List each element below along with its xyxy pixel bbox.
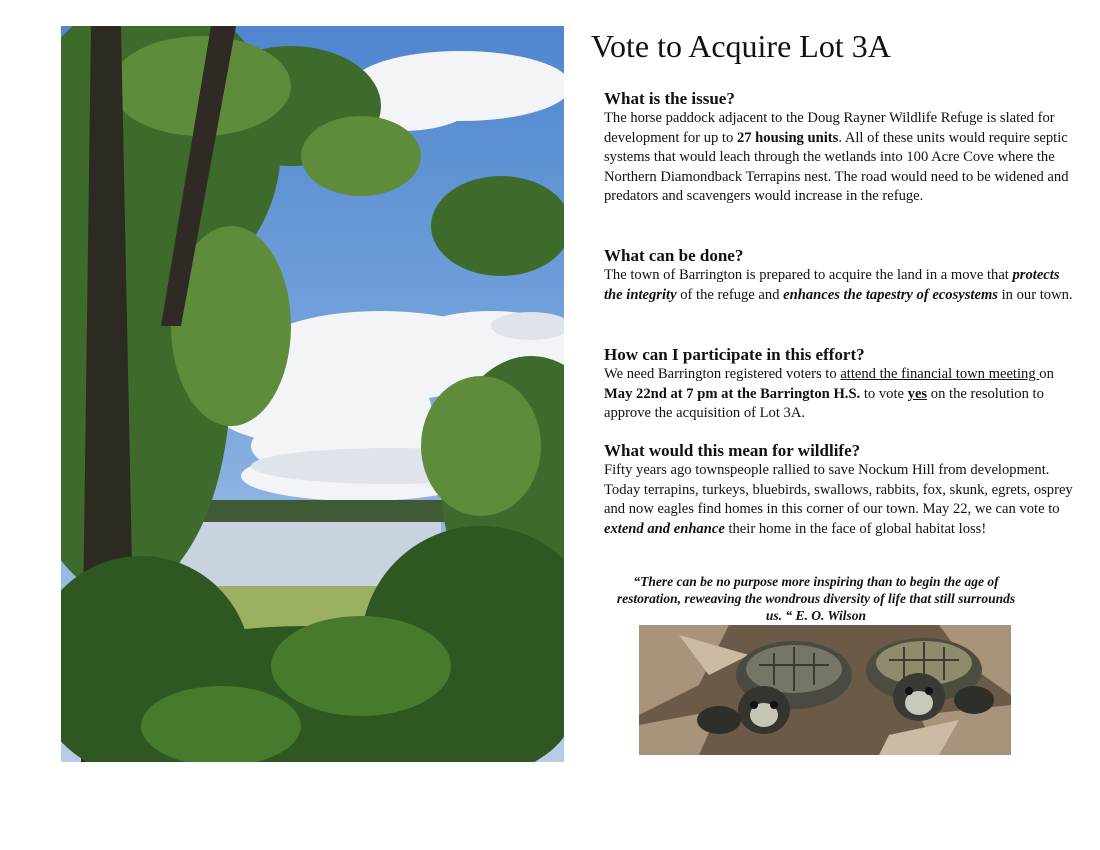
wildlife-section [604,440,1074,539]
issue-text [604,109,1074,207]
meeting-link-text: attend the financial town meeting [840,366,1040,382]
wildlife-text [604,461,1074,539]
done-text-3: in our town. [997,286,1073,303]
terrapin-photo [639,625,1011,755]
issue-text-start: The horse paddock adjacent to the Doug Rayner Wildlife Refuge is slated for development for up to [604,110,1055,146]
issue-text-end: . All of these units would require septic systems that would leach through the wetlands into 100 Acre Cove where the Northern Diamondback Terrapins nest. The road would need to be widened and predators and scavengers would increase in the refuge. [604,129,1069,204]
wildlife-text-2: their home in the face of global habitat loss! [724,520,987,537]
meeting-date: May 22nd at 7 pm at the Barrington H.S. [604,385,861,402]
participate-text-1: We need Barrington registered voters to [604,366,841,382]
participate-text-2: on [1039,366,1054,382]
wildlife-emphasis: extend and enhance [604,520,725,537]
issue-section [604,88,1074,207]
done-heading: What can be done? [604,246,744,265]
wilson-quote: “There can be no purpose more inspiring than to begin the age of restoration, reweaving the wondrous diversity of life that still surrounds us. “ E. O. Wilson [616,574,1016,623]
wildlife-text-1: Fifty years ago townspeople rallied to save Nockum Hill from development. Today terrapins, turkeys, bluebirds, swallows, rabbits, fox, skunk, egrets, osprey and now eagles find homes in this corner of our town. May 22, we can vote to [604,462,1073,517]
page-title: Vote to Acquire Lot 3A [591,28,891,64]
participate-section [604,344,1074,424]
wildlife-heading: What would this mean for wildlife? [604,441,861,460]
done-emphasis-2: enhances the tapestry of ecosystems [783,286,998,303]
issue-heading: What is the issue? [604,89,735,108]
vote-yes: yes [907,385,928,402]
done-section [604,245,1074,305]
participate-text-4: on the resolution to approve the acquisition of Lot 3A. [604,385,1044,421]
participate-text [604,365,1074,424]
participate-heading: How can I participate in this effort? [604,345,865,364]
done-text-2: of the refuge and [676,286,784,303]
issue-housing-units: 27 housing units [736,129,839,146]
landscape-photo [61,26,564,762]
done-text-1: The town of Barrington is prepared to acquire the land in a move that [604,267,1013,283]
done-text [604,266,1074,305]
participate-text-3: to vote [860,385,908,402]
done-emphasis-1: protects the integrity [604,267,1060,303]
